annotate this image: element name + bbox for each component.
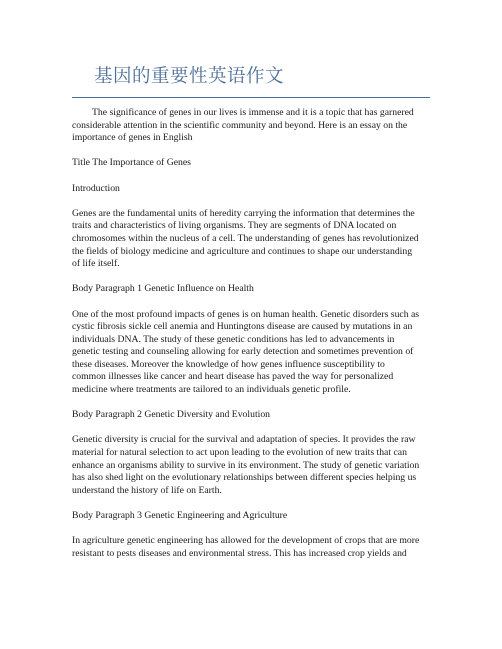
text-line: the fields of biology medicine and agriculture and continues to shape our understanding	[72, 245, 413, 257]
text-line: common illnesses like cancer and heart disease has paved the way for personalized	[72, 371, 394, 383]
text-line: Genetic diversity is crucial for the survival and adaptation of species. It provides the raw	[72, 434, 416, 446]
paragraph-body-1	[72, 309, 442, 397]
text-line: traits and characteristics of living organisms. They are segments of DNA located on	[72, 220, 397, 232]
text-line: individuals DNA. The study of these genetic conditions has led to advancements in	[72, 333, 395, 345]
paragraph-body-2	[72, 434, 442, 497]
heading-body-2: Body Paragraph 2 Genetic Diversity and Evolution	[72, 409, 271, 421]
text-line: these diseases. Moreover the knowledge of how genes influence susceptibility to	[72, 358, 385, 370]
intro-text	[72, 107, 442, 145]
text-line: of life itself.	[72, 258, 120, 270]
text-line: understand the history of life on Earth.	[72, 484, 222, 496]
text-line: One of the most profound impacts of genes is on human health. Genetic disorders such as	[72, 308, 420, 320]
text-line: medicine where treatments are tailored to an individuals genetic profile.	[72, 384, 351, 396]
document-title: 基因的重要性英语作文	[94, 66, 285, 87]
text-line: resistant to pests diseases and environmental stress. This has increased crop yields and	[72, 547, 407, 559]
heading-introduction: Introduction	[72, 182, 120, 194]
text-line: enhance an organisms ability to survive in its environment. The study of genetic variation	[72, 459, 420, 471]
essay-title: Title The Importance of Genes	[72, 157, 191, 169]
text-line: cystic fibrosis sickle cell anemia and Huntingtons disease are caused by mutations in an	[72, 321, 413, 333]
title-divider	[72, 97, 430, 98]
essay-body	[72, 107, 442, 573]
text-line: The significance of genes in our lives is immense and it is a topic that has garnered	[92, 107, 414, 118]
text-line: importance of genes in English	[72, 132, 193, 144]
heading-body-1: Body Paragraph 1 Genetic Influence on Health	[72, 283, 254, 295]
text-line: In agriculture genetic engineering has allowed for the development of crops that are more	[72, 535, 420, 547]
text-line: has also shed light on the evolutionary relationships between different species helping us	[72, 472, 417, 484]
paragraph-introduction	[72, 208, 442, 271]
paragraph-body-3	[72, 535, 442, 560]
text-line: genetic testing and counseling allowing for early detection and sometimes prevention of	[72, 346, 414, 358]
heading-body-3: Body Paragraph 3 Genetic Engineering and Agriculture	[72, 510, 288, 521]
text-line: Genes are the fundamental units of heredity carrying the information that determines the	[72, 207, 415, 219]
text-line: chromosomes within the nucleus of a cell. The understanding of genes has revolutionized	[72, 232, 419, 244]
text-line: considerable attention in the scientific community and beyond. Here is an essay on the	[72, 119, 408, 131]
text-line: material for natural selection to act upon leading to the evolution of new traits that can	[72, 447, 407, 459]
